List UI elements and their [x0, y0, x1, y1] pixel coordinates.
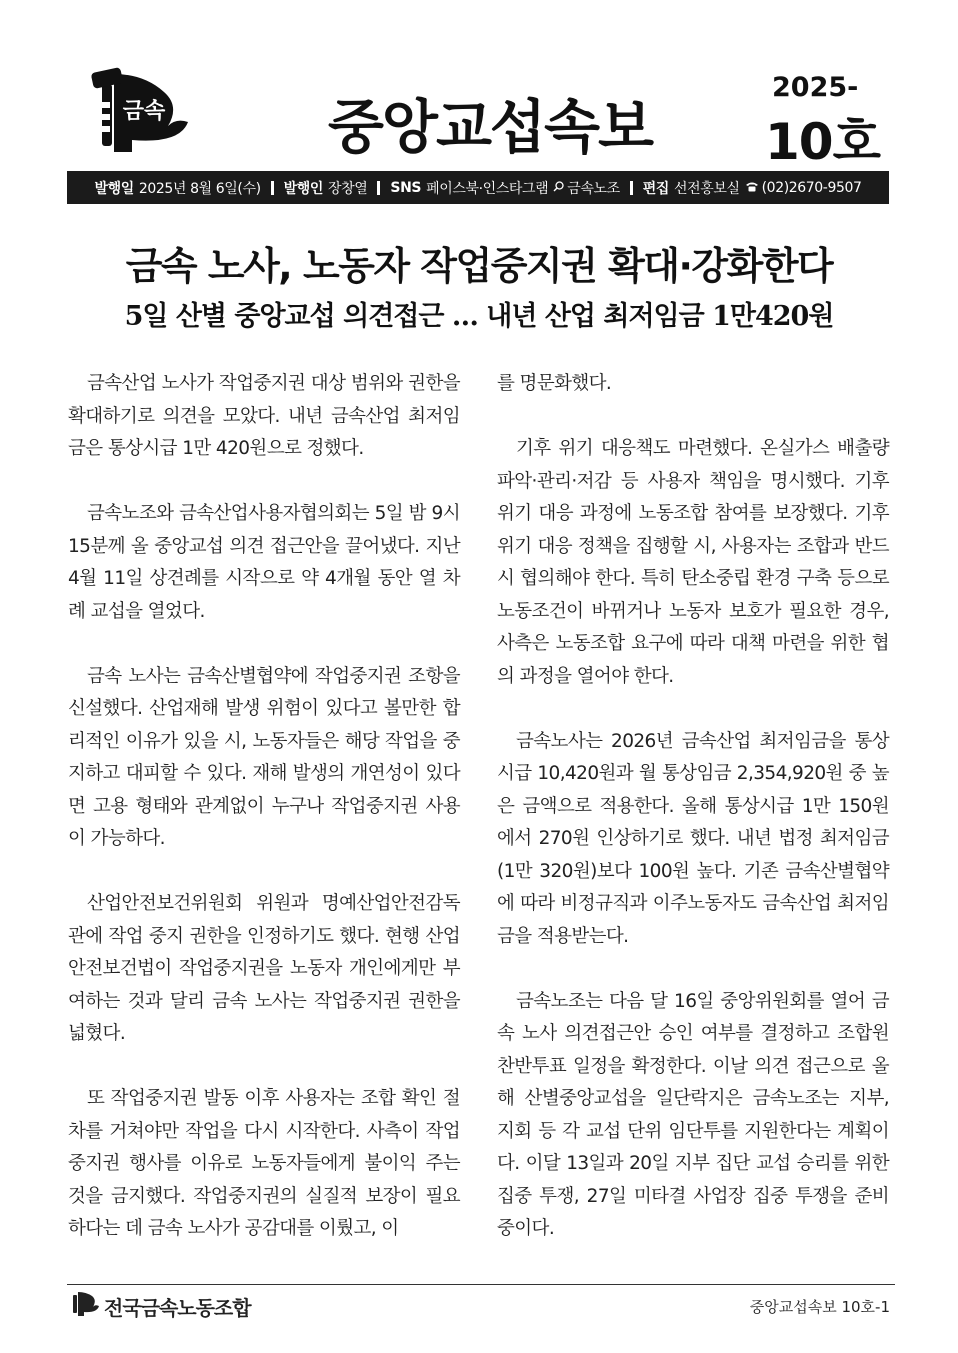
- article-paragraph: 금속노사는 2026년 금속산업 최저임금을 통상시급 10,420원과 월 통상임금 2,354,920원 중 높은 금액으로 적용한다. 올해 통상시급 1만 150원에서 270원 인상하기로 했다. 내년 법정 최저임금(1만 320원)보다 100원 높다. 기존 금속산별협약에 따라 비정규직과 이주노동자도 금속산업 최저임금을 적용받는다.: [497, 730, 889, 947]
- article-paragraph-continuation: 를 명문화했다.: [497, 373, 612, 394]
- divider: [377, 181, 380, 195]
- footer-org-name: 전국금속노동조합: [104, 1296, 251, 1320]
- article-column-right: [497, 368, 889, 1278]
- editor-value: 선전홍보실: [674, 180, 740, 197]
- article-paragraph: 또 작업중지권 발동 이후 사용자는 조합 확인 절차를 거쳐야만 작업을 다시 시작한다. 사측이 작업중지권 행사를 이유로 노동자들에게 불이익 주는 것을 금지했다. 작업중지권의 실질적 보장이 필요하다는 데 금속 노사가 공감대를 이뤘고, 이: [68, 1088, 460, 1239]
- publication-info-bar: [67, 171, 889, 204]
- editor-label: 편집: [642, 180, 669, 197]
- sns-account: 금속노조: [567, 180, 620, 197]
- article-column-left: [68, 368, 460, 1278]
- union-logo: [84, 66, 194, 162]
- publisher-value: 장창열: [328, 180, 368, 197]
- article-paragraph: 금속노조는 다음 달 16일 중앙위원회를 열어 금속 노사 의견접근안 승인 여부를 결정하고 조합원 찬반투표 일정을 확정한다. 이날 의견 접근으로 올해 산별중앙교섭을 일단락지은 금속노조는 지부, 지회 등 각 교섭 단위 임단투를 지원한다는 계획이다. 이달 13일과 20일 지부 집단 교섭 승리를 위한 집중 투쟁, 27일 미타결 사업장 집중 투쟁을 준비 중이다.: [497, 990, 889, 1239]
- article-headline: 금속 노사, 노동자 작업중지권 확대·강화한다: [125, 244, 833, 288]
- date-value: 2025년 8월 6일(수): [138, 180, 261, 197]
- article-subheadline: 5일 산별 중앙교섭 의견접근 … 내년 산업 최저임금 1만420원: [124, 301, 834, 332]
- article-paragraph: 금속노조와 금속산업사용자협의회는 5일 밤 9시 15분께 올 중앙교섭 의견 접근안을 끌어냈다. 지난 4월 11일 상견례를 시작으로 약 4개월 동안 열 차례 교섭을 열었다.: [68, 503, 460, 622]
- article-paragraph: 기후 위기 대응책도 마련했다. 온실가스 배출량 파악·관리·저감 등 사용자 책임을 명시했다. 기후 위기 대응 과정에 노동조합 참여를 보장했다. 기후 위기 대응 정책을 집행할 시, 사용자는 조합과 반드시 협의해야 한다. 특히 탄소중립 환경 구축 등으로 노동조건이 바뀌거나 노동자 보호가 필요한 경우, 사측은 노동조합 요구에 따라 대책 마련을 위한 협의 과정을 열어야 한다.: [497, 438, 889, 687]
- footer-divider: [67, 1284, 895, 1285]
- divider: [271, 181, 274, 195]
- search-icon: [553, 180, 564, 196]
- phone-number: (02)2670-9507: [761, 179, 862, 196]
- article-paragraph: 금속 노사는 금속산별협약에 작업중지권 조항을 신설했다. 산업재해 발생 위험이 있다고 볼만한 합리적인 이유가 있을 시, 노동자들은 해당 작업을 중지하고 대피할 수 있다. 재해 발생의 개연성이 있다면 고용 형태와 관계없이 누구나 작업중지권 사용이 가능하다.: [68, 665, 460, 849]
- publisher-label: 발행인: [283, 180, 324, 197]
- newsletter-title: 중앙교섭속보: [327, 93, 653, 161]
- svg-text:금속: 금속: [122, 99, 166, 124]
- article-paragraph: 산업안전보건위원회 위원과 명예산업안전감독관에 작업 중지 권한을 인정하기도 했다. 현행 산업안전보건법이 작업중지권을 노동자 개인에게만 부여하는 것과 달리 금속 노사는 작업중지권 권한을 넓혔다.: [68, 893, 460, 1044]
- article-paragraph: 금속산업 노사가 작업중지권 대상 범위와 권한을 확대하기로 의견을 모았다. 내년 금속산업 최저임금은 통상시급 1만 420원으로 정했다.: [68, 373, 460, 459]
- sns-label: SNS: [390, 179, 422, 196]
- footer-page-label: 중앙교섭속보 10호-1: [749, 1298, 890, 1316]
- issue-number: 10호: [765, 113, 880, 171]
- union-small-logo-icon: [70, 1290, 100, 1318]
- divider: [630, 181, 633, 195]
- date-label: 발행일: [94, 180, 134, 197]
- sns-value: 페이스북·인스타그램: [426, 180, 549, 197]
- issue-year: 2025-: [772, 72, 859, 103]
- phone-icon: [745, 180, 759, 196]
